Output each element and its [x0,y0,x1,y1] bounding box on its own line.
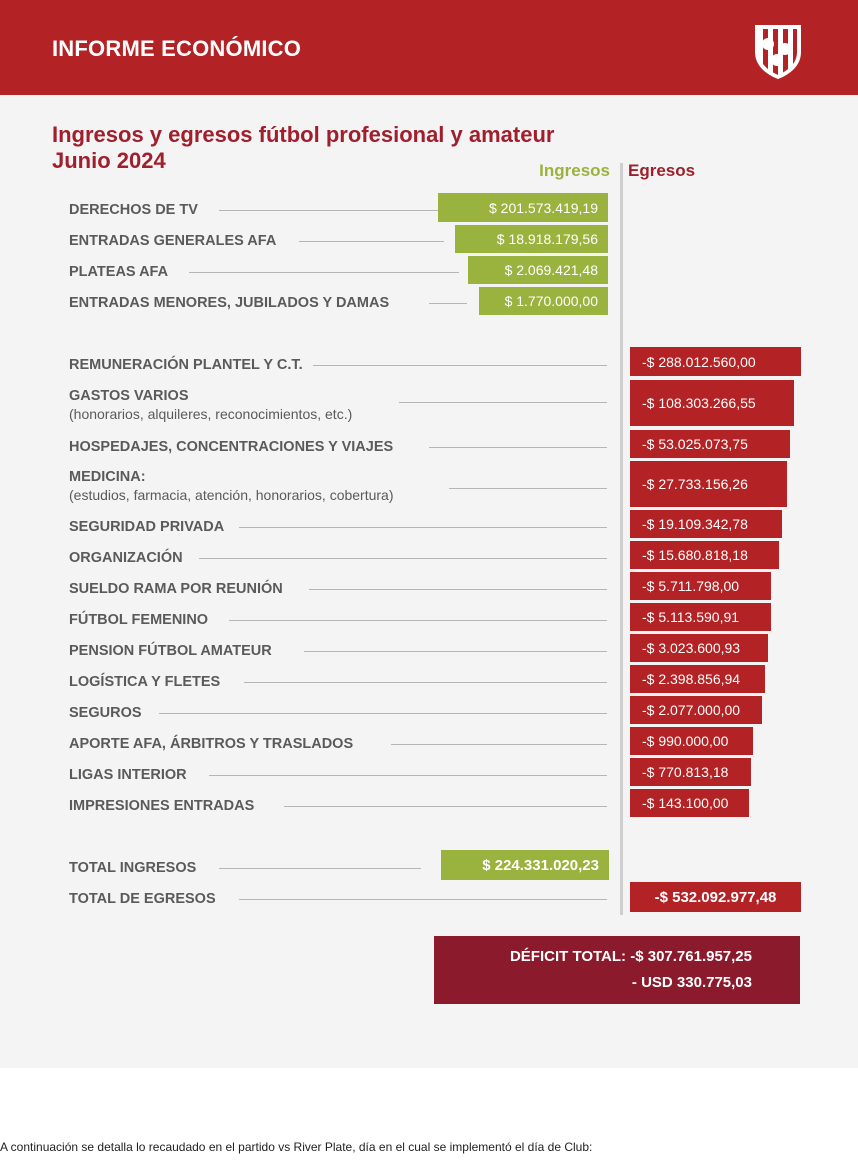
leader-line [209,775,607,776]
deficit-box [434,936,800,1004]
expense-bar: -$ 2.398.856,94 [630,665,765,693]
income-bar: $ 18.918.179,56 [455,225,608,253]
club-crest-icon [752,22,804,80]
income-label: PLATEAS AFA [69,264,178,280]
expense-label [69,469,404,503]
expense-bar: -$ 2.077.000,00 [630,696,762,724]
total-income-label: TOTAL INGRESOS [69,860,206,876]
expense-label: ORGANIZACIÓN [69,550,193,566]
leader-line [391,744,607,745]
income-label: ENTRADAS MENORES, JUBILADOS Y DAMAS [69,295,399,311]
expense-bar: -$ 19.109.342,78 [630,510,782,538]
leader-line [309,589,607,590]
expense-label [69,388,362,422]
leader-line [284,806,607,807]
report-heading [52,122,554,174]
income-label: ENTRADAS GENERALES AFA [69,233,286,249]
income-column-header: Ingresos [539,161,610,180]
total-income-bar: $ 224.331.020,23 [441,850,609,880]
expense-bar: -$ 108.303.266,55 [630,380,794,426]
expense-bar: -$ 288.012.560,00 [630,347,801,376]
expense-bar: -$ 990.000,00 [630,727,753,755]
expense-label: REMUNERACIÓN PLANTEL Y C.T. [69,357,313,373]
total-expenses-bar: -$ 532.092.977,48 [630,882,801,912]
leader-line [299,241,444,242]
total-expenses-label: TOTAL DE EGRESOS [69,891,226,907]
expense-label: IMPRESIONES ENTRADAS [69,798,264,814]
expense-label: FÚTBOL FEMENINO [69,612,218,628]
expense-bar: -$ 5.711.798,00 [630,572,771,600]
expense-bar: -$ 15.680.818,18 [630,541,779,569]
expense-bar: -$ 5.113.590,91 [630,603,771,631]
expense-label: SUELDO RAMA POR REUNIÓN [69,581,293,597]
income-label: DERECHOS DE TV [69,202,208,218]
expense-label: LIGAS INTERIOR [69,767,197,783]
income-bar: $ 201.573.419,19 [438,193,608,222]
footer-note: A continuación se detalla lo recaudado en el partido vs River Plate, día en el cual se implementó el día de Club: [0,1140,593,1154]
expense-bar: -$ 27.733.156,26 [630,461,787,507]
leader-line [429,447,607,448]
expense-label: HOSPEDAJES, CONCENTRACIONES Y VIAJES [69,439,403,455]
income-bar: $ 1.770.000,00 [479,287,608,315]
leader-line [239,527,607,528]
expense-sublabel: (honorarios, alquileres, reconocimientos, etc.) [69,406,353,422]
leader-line [449,488,607,489]
expense-label: SEGURIDAD PRIVADA [69,519,234,535]
deficit-total-ars: DÉFICIT TOTAL: -$ 307.761.957,25 [509,948,752,965]
leader-line [159,713,607,714]
header-banner [0,0,858,95]
column-divider [620,163,623,915]
expense-label: LOGÍSTICA Y FLETES [69,674,230,690]
expense-label: PENSION FÚTBOL AMATEUR [69,643,282,659]
expense-bar: -$ 770.813,18 [630,758,751,786]
leader-line [199,558,607,559]
leader-line [269,365,607,366]
expense-label: SEGUROS [69,705,152,721]
leader-line [229,620,607,621]
leader-line [219,868,421,869]
heading-period: Junio 2024 [52,148,166,173]
leader-line [399,402,607,403]
leader-line [239,899,607,900]
expense-label: APORTE AFA, ÁRBITROS Y TRASLADOS [69,736,363,752]
income-bar: $ 2.069.421,48 [468,256,608,284]
expense-title: GASTOS VARIOS [69,388,189,404]
header-title: INFORME ECONÓMICO [52,36,302,61]
expenses-column-header: Egresos [628,161,696,180]
leader-line [189,272,459,273]
leader-line [244,682,607,683]
expense-sublabel: (estudios, farmacia, atención, honorarios, cobertura) [69,487,394,503]
leader-line [219,210,439,211]
expense-bar: -$ 3.023.600,93 [630,634,768,662]
expense-bar: -$ 53.025.073,75 [630,430,790,458]
leader-line [304,651,607,652]
expense-title: MEDICINA: [69,469,146,485]
heading-title: Ingresos y egresos fútbol profesional y amateur [52,122,555,147]
expense-bar: -$ 143.100,00 [630,789,749,817]
deficit-total-usd: - USD 330.775,03 [631,974,752,991]
leader-line [429,303,467,304]
